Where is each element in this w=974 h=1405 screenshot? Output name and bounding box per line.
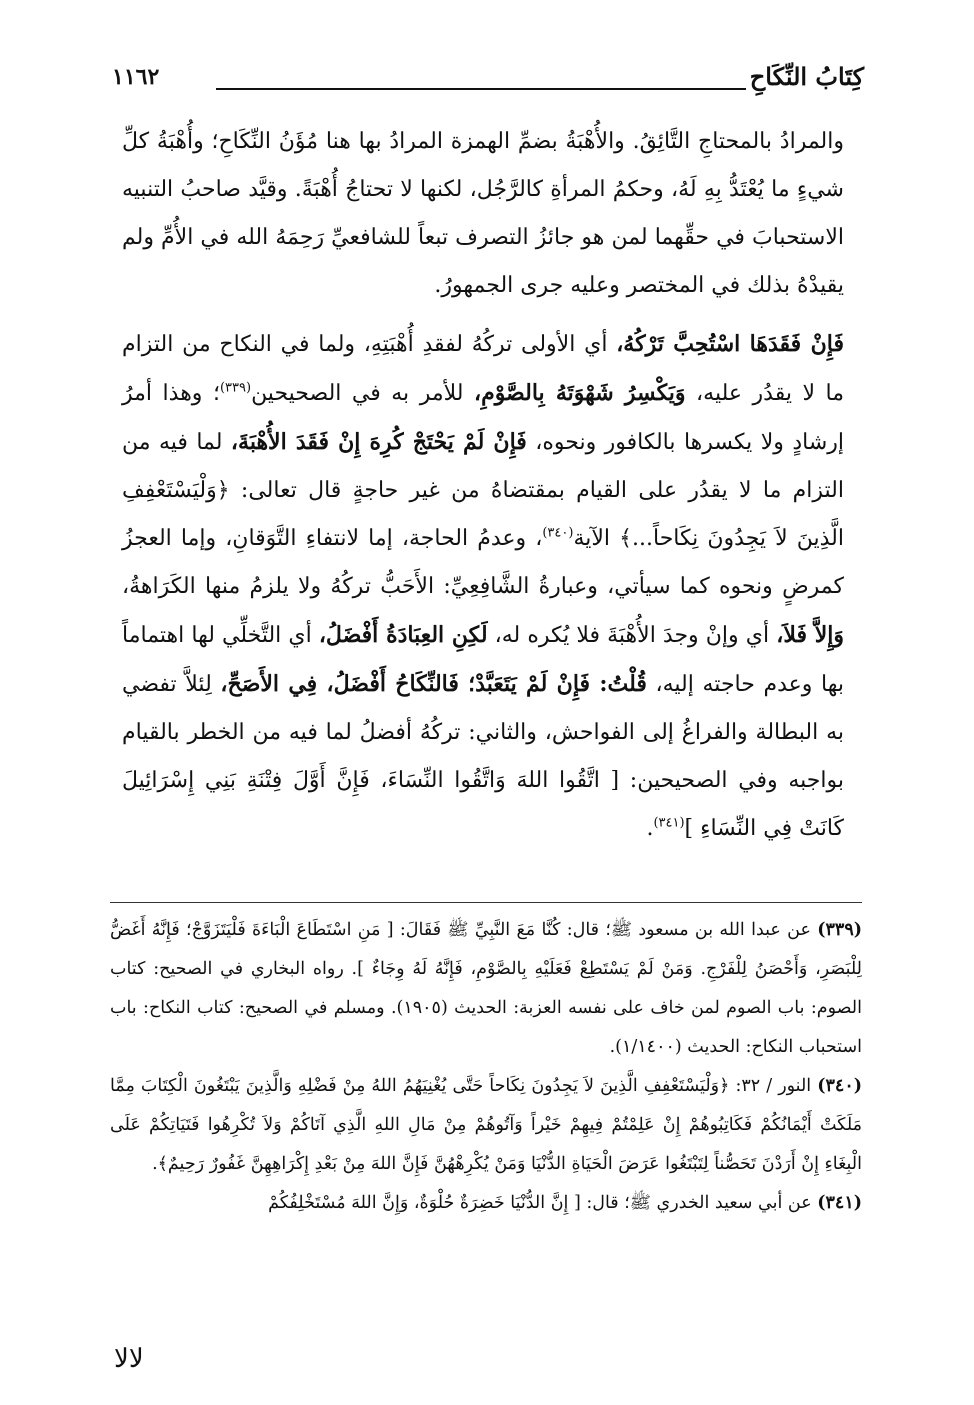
footnote-number: (٣٤٠) bbox=[817, 1076, 862, 1096]
commentary-text: للأمر به في الصحيحين bbox=[251, 381, 474, 406]
book-title: كِتَابُ النِّكَاحِ bbox=[749, 62, 864, 91]
footnote-339 bbox=[110, 911, 862, 1067]
commentary-text: أي التَّخلِّي لها اهتماماً بها وعدم حاجته إليه، bbox=[122, 623, 844, 697]
paragraph-2 bbox=[122, 320, 844, 853]
footnote-text: عن عبدا الله بن مسعود ﷺ؛ قال: كُنَّا مَعَ النَّبِيِّ ﷺ فَقَالَ: [ مَنِ اسْتَطَاعَ الْبَاءَةَ فَلْيَتَزَوَّجْ؛ فَإِنَّهُ أَغَضُّ لِلْبَصَرِ، وَأَحْصَنُ لِلْفَرْجِ. وَمَنْ لَمْ يَسْتَطِعْ فَعَلَيْهِ بِالصَّوْمِ، فَإِنَّهُ لَهُ وِجَاءٌ ]. رواه البخاري في الصحيح: كتاب الصوم: باب الصوم لمن خاف على نفسه العزبة: الحديث (١٩٠٥). ومسلم في الصحيح: كتاب النكاح: باب استحباب النكاح: الحديث (١/١٤٠٠). bbox=[110, 920, 862, 1057]
footnote-340 bbox=[110, 1067, 862, 1184]
footnote-text: عن أبي سعيد الخدري ﷺ؛ قال: [ إِنَّ الدُّنْيَا خَضِرَةٌ حُلْوَةٌ، وَإِنَّ اللهَ مُسْتَخْلِفُكُمْ bbox=[268, 1193, 818, 1213]
commentary-text: أي الأولى تركُهُ لفقدِ أُهْبَتِهِ، ولما في النكاح من التزام ما لا يقدُر عليه، bbox=[122, 332, 845, 406]
commentary-text: أي وإنْ وجدَ الأُهْبَةَ فلا يُكره له، bbox=[487, 623, 777, 648]
paragraph-1: والمرادُ بالمحتاجِ التَّائِقُ. والأُهْبَةُ بضمِّ الهمزة المرادُ بها هنا مُؤَنُ النِّكَاحِ؛ وأُهْبَةُ كلِّ شيءٍ ما يُعْتَدُّ بِهِ لَهُ، وحكمُ المرأةِ كالرَّجُل، لكنها لا تحتاجُ أُهْبَةً. وقيَّد صاحبُ التنبيه الاستحبابَ في حقِّهما لمن هو جائزُ التصرف تبعاً للشافعيِّ رَحِمَهُ الله في الأُمِّ ولم يقيدْهُ بذلك في المختصر وعليه جرى الجمهورُ. bbox=[122, 129, 844, 298]
matn-text: فَإِنْ لَمْ يَحْتَجْ كُرِهَ إِنْ فَقَدَ الأُهْبَةَ، bbox=[230, 429, 527, 455]
footnote-ref[interactable]: (٣٣٩) bbox=[219, 380, 252, 396]
footnote-ref[interactable]: (٣٤٠) bbox=[542, 525, 574, 541]
commentary-text: لِئلاَّ تفضي به البطالة والفراغُ إلى الفواحش، والثاني: تركُهُ أفضلُ لما فيه من الخطر بالقيام بواجبه وفي الصحيحين: [ اتَّقُوا اللهَ وَاتَّقُوا النِّسَاءَ، فَإِنَّ أَوَّلَ فِتْنَةِ بَنِي إِسْرَائِيلَ كَانَتْ فِي النِّسَاءِ ] bbox=[122, 672, 844, 841]
matn-text: قُلْتُ: فَإِنْ لَمْ يَتَعَبَّدْ؛ فَالنِّكَاحُ أَفْضَلُ، فِي الأَصَحِّ، bbox=[220, 671, 647, 697]
catchword-mark: ﻻﻻ bbox=[114, 1344, 144, 1374]
footnote-ref[interactable]: (٣٤١) bbox=[653, 815, 685, 831]
footnote-number: (٣٣٩) bbox=[817, 920, 862, 940]
matn-text: فَإِنْ فَقَدَهَا اسْتُحِبَّ تَرْكُهُ، bbox=[616, 331, 844, 357]
matn-text: وَيَكْسِرُ شَهْوَتَهُ بِالصَّوْمِ، bbox=[473, 380, 686, 406]
footnote-number: (٣٤١) bbox=[817, 1193, 862, 1213]
matn-text: وَإِلاَّ فَلاَ، bbox=[776, 622, 845, 648]
page-number: ١١٦٢ bbox=[112, 64, 160, 90]
matn-text: لَكِنِ العِبَادَةُ أَفْضَلُ، bbox=[318, 622, 488, 648]
commentary-text: . bbox=[646, 816, 654, 841]
commentary-text: لما فيه من التزام ما لا يقدُر على القيام بمقتضاهُ من غير حاجةٍ قال تعالى: ﴿وَلْيَسْتَعْفِفِ الَّذِينَ لاَ يَجِدُونَ نِكَاحاً...﴾ الآية bbox=[122, 430, 845, 551]
commentary-text: ، وعدمُ الحاجة، إما لانتفاءِ التَّوَقانِ، وإما العجزُ كمرضٍ ونحوه كما سيأتي، وعبارةُ الشَّافِعِيِّ: الأَحَبُّ تركُهُ ولا يلزمُ منها الكَرَاهةُ، bbox=[122, 526, 844, 599]
footnote-text: النور / ٣٢: ﴿وَلْيَسْتَعْفِفِ الَّذِينَ لاَ يَجِدُونَ نِكَاحاً حَتَّى يُغْنِيَهُمُ اللهُ مِنْ فَضْلِهِ وَالَّذِينَ يَبْتَغُونَ الْكِتَابَ مِمَّا مَلَكَتْ أَيْمَانُكُمْ فَكَاتِبُوهُمْ إِنْ عَلِمْتُمْ فِيهِمْ خَيْراً وَآتُوهُمْ مِنْ مَالِ اللهِ الَّذِي آتَاكُمْ وَلاَ تُكْرِهُوا فَتَيَاتِكُمْ عَلَى الْبِغَاءِ إِنْ أَرَدْنَ تَحَصُّناً لِتَبْتَغُوا عَرَضَ الْحَيَاةِ الدُّنْيَا وَمَنْ يُكْرِهْهُنَّ فَإِنَّ اللهَ مِنْ بَعْدِ إِكْرَاهِهِنَّ غَفُورٌ رَحِيمٌ﴾. bbox=[110, 1076, 862, 1174]
header-rule bbox=[216, 88, 746, 90]
footnote-341 bbox=[110, 1184, 862, 1223]
main-text bbox=[122, 118, 844, 853]
footnotes bbox=[110, 902, 862, 1223]
commentary-text: ؛ وهذا أمرُ إرشادٍ ولا يكسرها بالكافور ونحوه، bbox=[122, 381, 844, 455]
running-header bbox=[112, 62, 864, 98]
